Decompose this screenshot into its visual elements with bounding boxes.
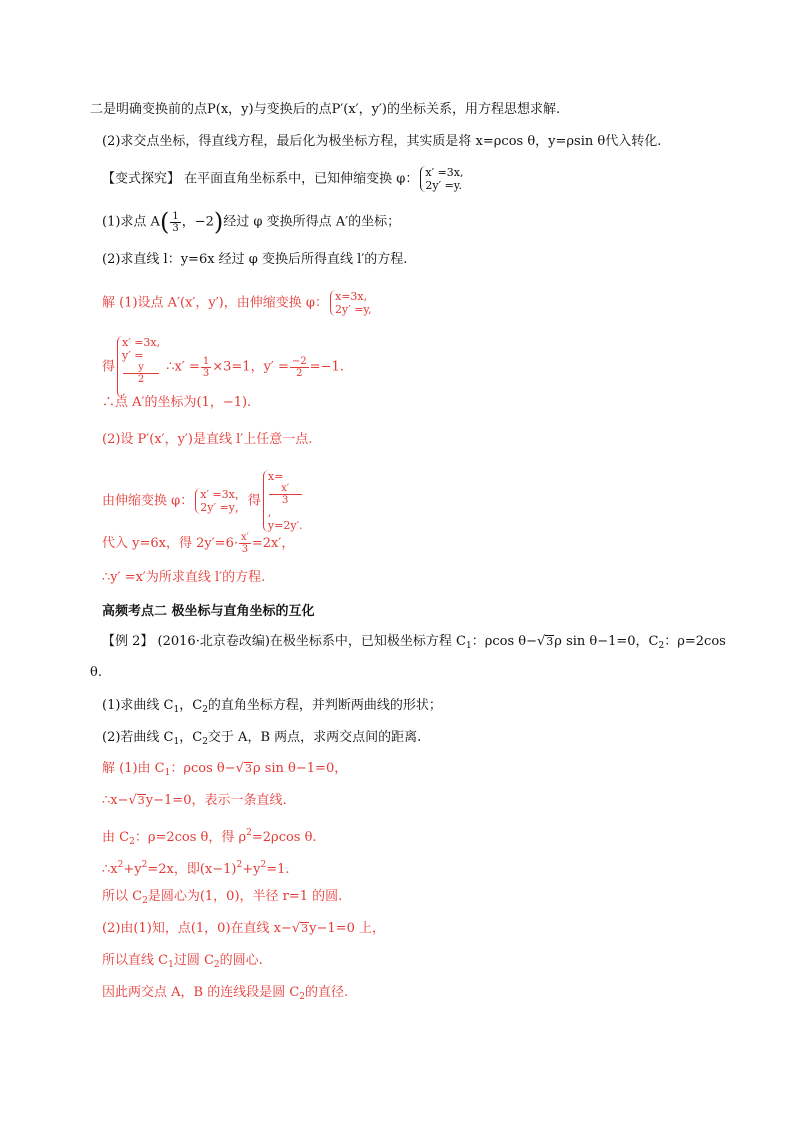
equation-system: x′ =3x, y′ = y 2 , — [117, 336, 160, 398]
fraction: $\frac{1}{3}$ — [202, 355, 210, 379]
section-heading: 高频考点二 极坐标与直角坐标的互化 — [102, 604, 315, 619]
inline-text: 由伸缩变换 φ： — [102, 493, 194, 509]
fraction: $\frac{-2}{2}$ — [291, 355, 307, 379]
solution-line — [102, 470, 734, 532]
variant-inquiry-line — [102, 166, 734, 192]
text-line: (2)求交点坐标，得直线方程，最后化为极坐标方程，其实质是将 x=ρcos θ，y=ρsin θ代入转化. — [102, 134, 662, 149]
solution-line — [102, 532, 734, 555]
solution-line: ∴y′ =x′为所求直线 l′的方程. — [102, 570, 266, 585]
inline-text: 经过 φ 变换所得点 A′的坐标； — [223, 214, 401, 230]
question-line: (2)若曲线 $C_1$，$C_2$交于 A，B 两点，求两交点间的距离. — [102, 730, 422, 747]
inline-text: 得 — [247, 493, 261, 509]
inline-text: ∴x′ = — [166, 359, 200, 375]
equation-system: x′ =3x， 2y′ =y， — [195, 488, 246, 514]
fraction: $\frac{1}{3}$ — [172, 210, 179, 234]
solution-line: 所以直线 $C_1$过圆 $C_2$的圆心. — [102, 953, 263, 970]
solution-line — [102, 290, 734, 316]
inline-text: 【变式探究】 在平面直角坐标系中，已知伸缩变换 φ： — [102, 171, 419, 187]
fraction: $\frac{x'}{3}$ — [240, 532, 249, 555]
text-line: 二是明确变换前的点P(x，y)与变换后的点P′(x′，y′)的坐标关系，用方程思想求解. — [90, 102, 561, 117]
example-line: 【例 2】 (2016·北京卷改编)在极坐标系中，已知极坐标方程 $C_1$：ρcos θ−√3ρ sin θ−1=0，$C_2$：ρ=2cos — [102, 634, 726, 651]
solution-line: 由 $C_2$：ρ=2cos θ，得 $\rho^2=2\rho\cos$ θ. — [102, 828, 317, 847]
question-line: (2)求直线 l：y=6x 经过 φ 变换后所得直线 l′的方程. — [102, 252, 408, 267]
solution-line: 因此两交点 A，B 的连线段是圆 $C_2$的直径. — [102, 985, 349, 1002]
inline-text: 代入 y=6x，得 2y′=6· — [102, 536, 238, 551]
solution-line: $\therefore x^2+y^2=2x$，即$(x-1)^2+y^2=1$. — [102, 860, 290, 877]
solution-line: (2)由(1)知，点(1，0)在直线 x−√3y−1=0 上， — [102, 921, 385, 936]
inline-text: ×3=1，y′ = — [212, 359, 289, 375]
solution-line: ∴x−√3y−1=0，表示一条直线. — [102, 793, 287, 808]
equation-system: x=3x, 2y′ =y, — [330, 290, 372, 316]
solution-line: ∴点 A′的坐标为(1，−1). — [102, 395, 252, 410]
equation-system: x= x′ 3 , y=2y′. — [263, 470, 303, 532]
equation-system: x′ =3x, 2y′ =y. — [420, 166, 463, 192]
solution-line: 所以 $C_2$是圆心为(1，0)，半径 r=1 的圆. — [102, 889, 343, 906]
solution-line: 解 (1)由 $C_1$：ρcos θ−√3ρ sin θ−1=0， — [102, 761, 348, 778]
inline-text: (1)求点 A — [102, 214, 160, 230]
inline-text: 得 — [102, 359, 116, 375]
inline-text: 解 (1)设点 A′(x′，y′)，由伸缩变换 φ： — [102, 295, 328, 311]
example-line-cont: θ. — [90, 665, 102, 680]
question-line: (1)求曲线 $C_1$，$C_2$的直角坐标方程，并判断两曲线的形状； — [102, 698, 442, 715]
inline-text: =−1. — [309, 359, 344, 375]
question-line: (1)求点 A( $\frac{1}{3}$ ，−2)经过 φ 变换所得点 A′的坐标； — [102, 208, 401, 236]
solution-line — [102, 336, 734, 398]
inline-text: ，−2 — [181, 214, 214, 230]
inline-text: =2x′， — [251, 536, 295, 551]
solution-line: (2)设 P′(x′，y′)是直线 l′上任意一点. — [102, 432, 313, 447]
